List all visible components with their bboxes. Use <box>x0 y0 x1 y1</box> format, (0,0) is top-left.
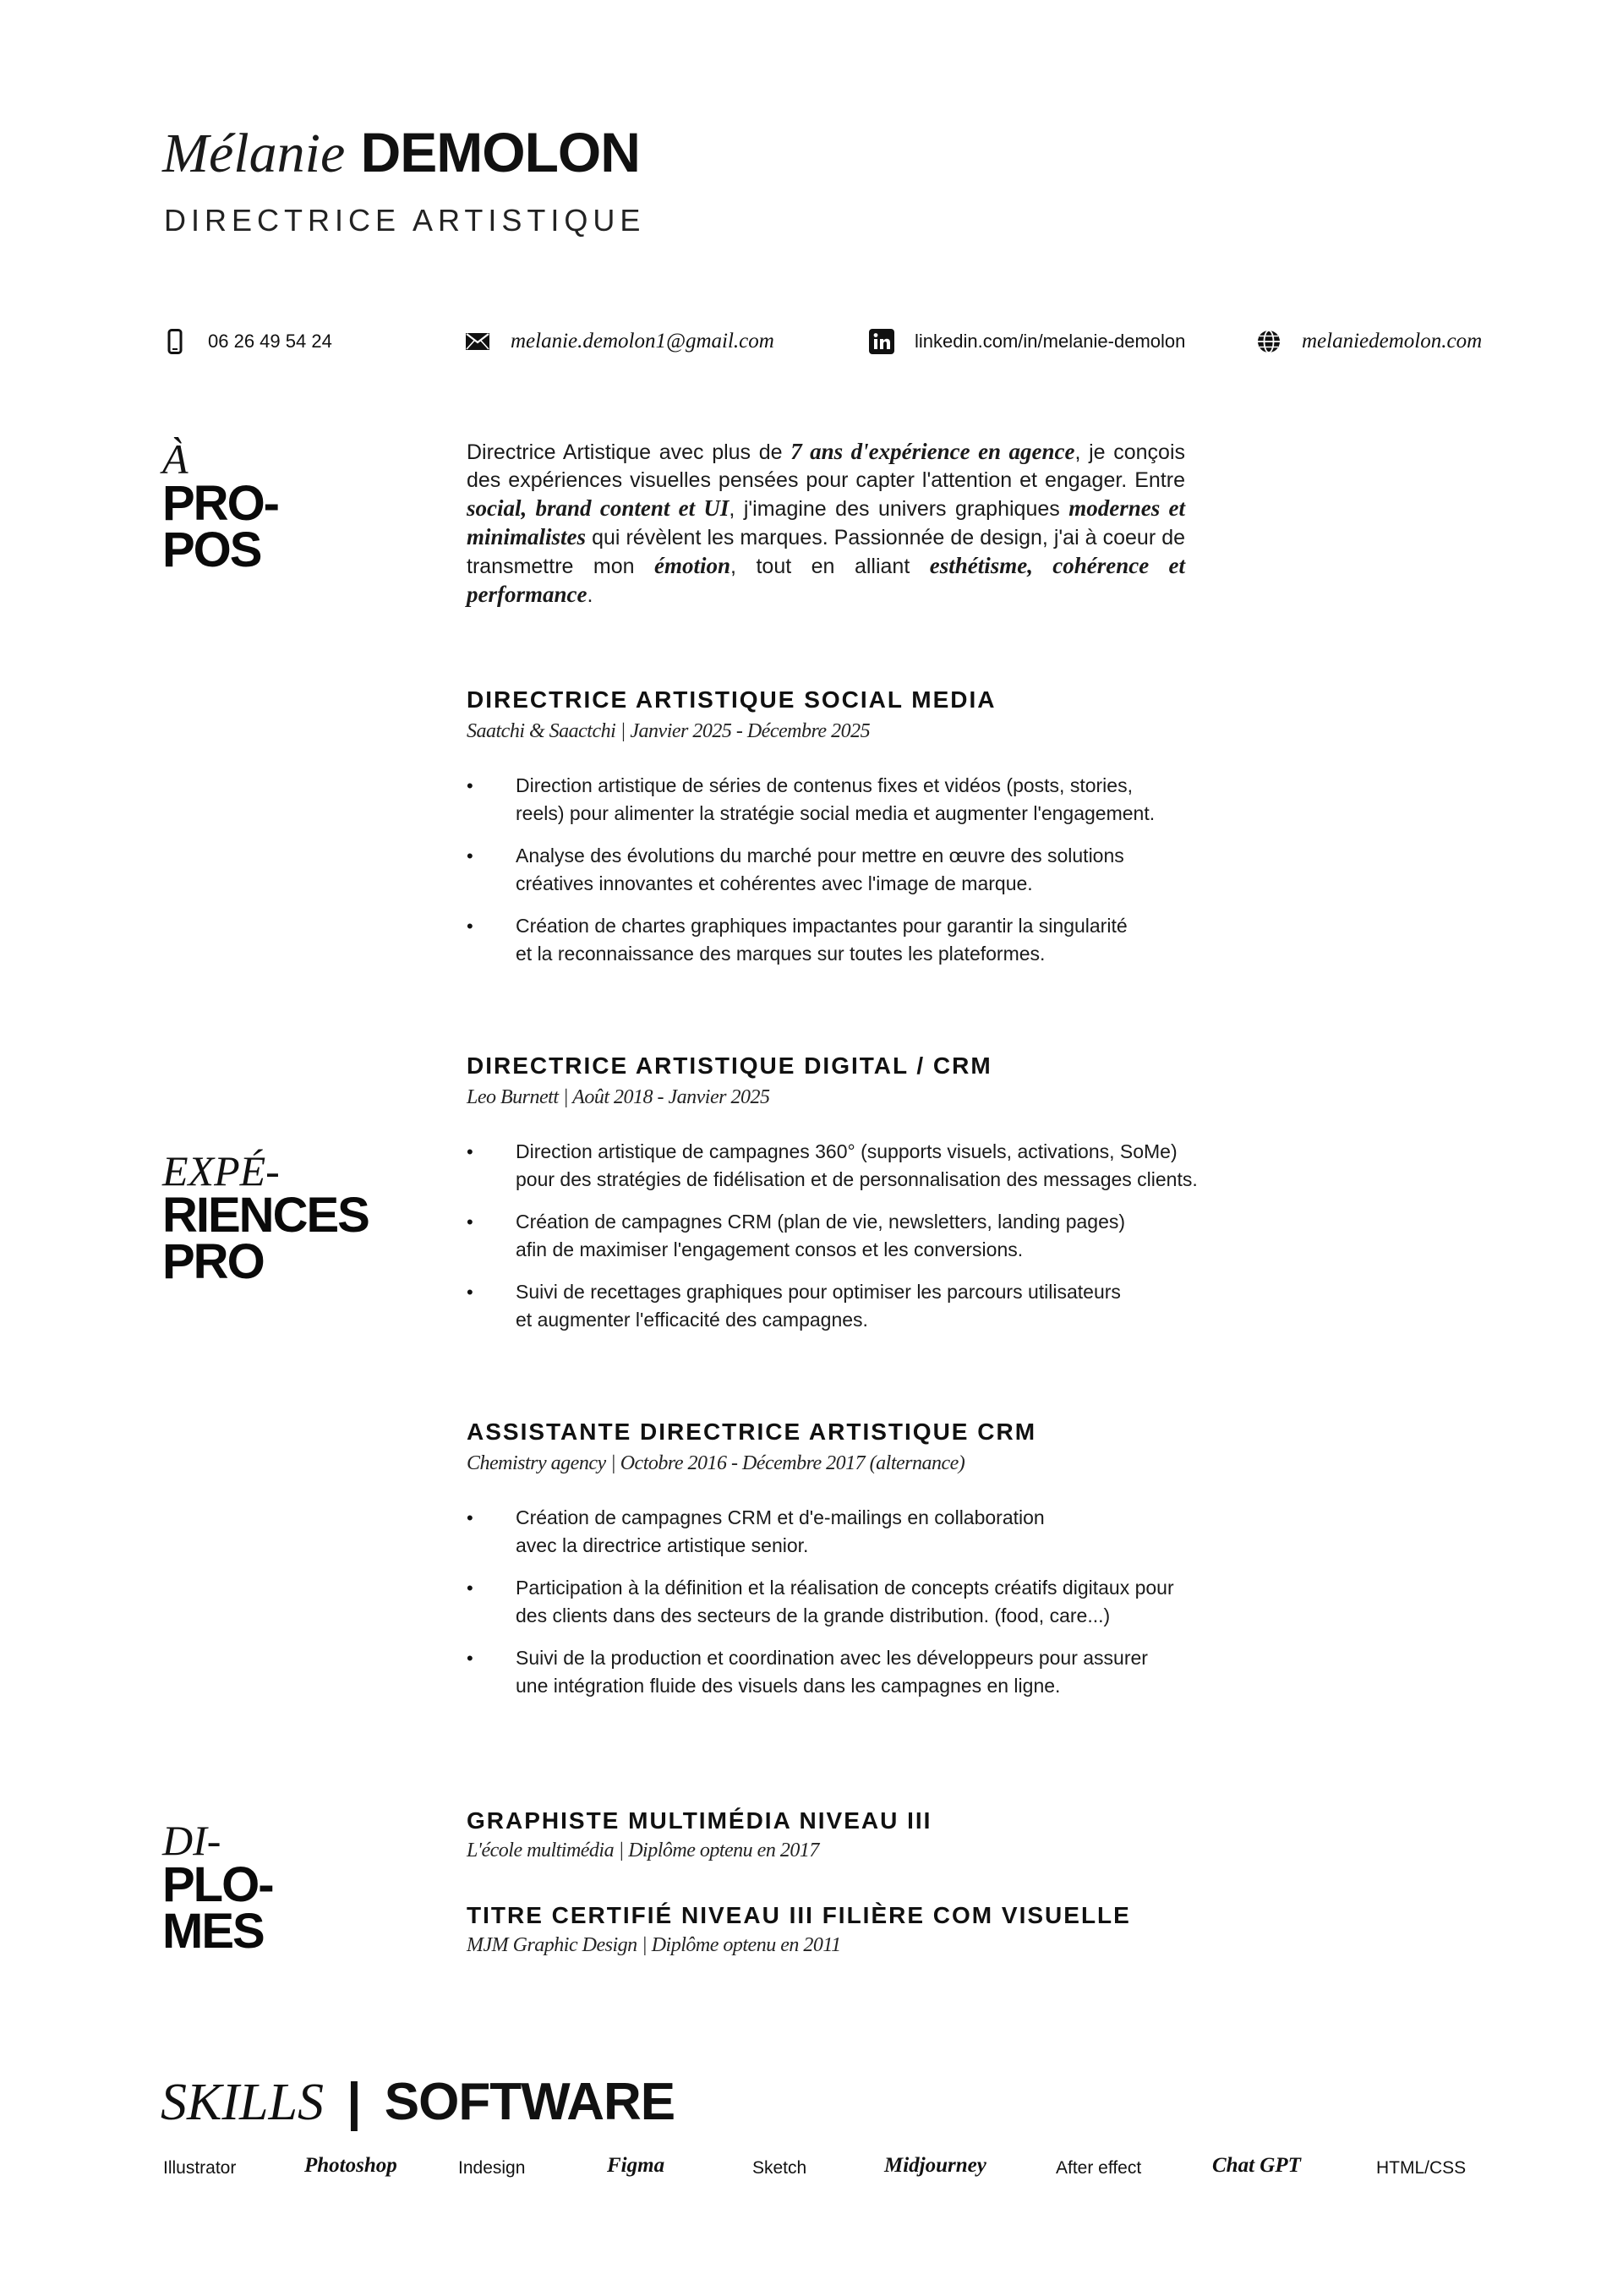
skill-item: Indesign <box>458 2158 526 2178</box>
diplomas-title-line1: PLO- <box>162 1856 273 1912</box>
job-title: DIRECTRICE ARTISTIQUE DIGITAL / CRM <box>467 1052 992 1079</box>
contact-website <box>1256 325 1482 358</box>
job-entry <box>467 1419 1227 1714</box>
skill-item: Illustrator <box>163 2158 237 2178</box>
diplomas-section-title <box>162 1817 273 1959</box>
skill-item: Midjourney <box>884 2154 986 2177</box>
job-bullet: • Création de campagnes CRM (plan de vie, newsletters, landing pages) afin de maximiser l'engagement consos et les conversions. <box>467 1208 1227 1264</box>
about-section-title <box>162 435 278 577</box>
skill-item: Photoshop <box>304 2154 397 2177</box>
skill-item: Sketch <box>752 2158 807 2178</box>
contact-phone <box>162 325 332 358</box>
first-name: Mélanie <box>162 123 346 184</box>
job-entry <box>467 686 1227 982</box>
job-bullet: • Direction artistique de campagnes 360° (supports visuels, activations, SoMe) pour des stratégies de fidélisation et de personnalisation des messages clients. <box>467 1138 1227 1194</box>
diploma-school-year: MJM Graphic Design | Diplôme optenu en 2011 <box>467 1934 841 1956</box>
website-link[interactable]: melaniedemolon.com <box>1302 330 1483 353</box>
about-title-line1: PRO- <box>162 475 278 531</box>
job-bullets <box>467 1504 1227 1700</box>
email-link[interactable]: melanie.demolon1@gmail.com <box>511 330 774 353</box>
job-bullets <box>467 1138 1227 1334</box>
about-text-part: , je conçois des expériences visuelles pensées pour capter l'attention et engager. Entre <box>467 440 1186 492</box>
skills-title-lead: SKILLS <box>161 2074 324 2131</box>
about-highlight: émotion <box>654 553 731 578</box>
job-bullets <box>467 772 1227 968</box>
job-bullet: • Participation à la définition et la réalisation de concepts créatifs digitaux pour des clients dans des secteurs de la grande distribution. (food, care...) <box>467 1574 1227 1630</box>
skills-title-separator: | <box>347 2073 362 2131</box>
diploma-entry <box>467 1807 932 1862</box>
about-text-part: . <box>587 583 593 607</box>
job-title: DIRECTRICE ARTISTIQUE <box>164 203 646 238</box>
skill-item: Chat GPT <box>1212 2154 1301 2177</box>
candidate-name <box>162 117 640 189</box>
job-bullet: • Suivi de recettages graphiques pour optimiser les parcours utilisateurs et augmenter l'efficacité des campagnes. <box>467 1278 1227 1334</box>
job-title: ASSISTANTE DIRECTRICE ARTISTIQUE CRM <box>467 1419 1037 1445</box>
phone-number: 06 26 49 54 24 <box>208 331 332 352</box>
contact-linkedin <box>869 325 1185 358</box>
globe-icon <box>1256 329 1281 354</box>
linkedin-icon <box>869 329 894 354</box>
job-entry <box>467 1052 1227 1348</box>
job-company-dates: Leo Burnett | Août 2018 - Janvier 2025 <box>467 1086 770 1108</box>
job-bullet: • Suivi de la production et coordination avec les développeurs pour assurer une intégration fluide des visuels dans les campagnes en ligne. <box>467 1644 1227 1700</box>
skill-item: After effect <box>1056 2158 1142 2178</box>
about-title-lead: À <box>162 435 189 483</box>
job-bullet: • Direction artistique de séries de contenus fixes et vidéos (posts, stories, reels) pour alimenter la stratégie social media et augmenter l'engagement. <box>467 772 1227 828</box>
job-bullet: • Création de campagnes CRM et d'e-mailings en collaboration avec la directrice artistique senior. <box>467 1504 1227 1560</box>
diplomas-title-line2: MES <box>162 1903 264 1959</box>
about-text-part: , tout en alliant <box>730 555 930 578</box>
linkedin-url[interactable]: linkedin.com/in/melanie-demolon <box>915 331 1186 352</box>
diploma-title: TITRE CERTIFIÉ NIVEAU III FILIÈRE COM VISUELLE <box>467 1902 1131 1928</box>
diploma-school-year: L'école multimédia | Diplôme optenu en 2017 <box>467 1840 819 1861</box>
about-text-part: qui révèlent les marques. Passionnée de design, j'ai à coeur de transmettre mon <box>467 526 1185 578</box>
diploma-title: GRAPHISTE MULTIMÉDIA NIVEAU III <box>467 1807 932 1834</box>
skill-item: Figma <box>607 2154 665 2177</box>
skills-title-bold: SOFTWARE <box>384 2073 675 2131</box>
job-company-dates: Saatchi & Saactchi | Janvier 2025 - Décembre 2025 <box>467 720 871 742</box>
envelope-icon <box>465 329 490 354</box>
about-title-line2: POS <box>162 522 261 577</box>
job-bullet: • Analyse des évolutions du marché pour mettre en œuvre des solutions créatives innovantes et cohérentes avec l'image de marque. <box>467 842 1227 898</box>
experience-title-line2: PRO <box>162 1233 264 1289</box>
about-highlight: modernes et minimalistes <box>467 495 1186 549</box>
contact-email <box>465 325 774 358</box>
last-name: DEMOLON <box>360 121 640 183</box>
about-highlight: social, brand content et UI <box>467 495 730 521</box>
skills-section-title <box>161 2073 675 2132</box>
about-highlight: 7 ans d'expérience en agence <box>790 439 1075 464</box>
about-text-part: Directrice Artistique avec plus de <box>467 440 791 464</box>
experience-section-title <box>162 1147 369 1289</box>
job-title: DIRECTRICE ARTISTIQUE SOCIAL MEDIA <box>467 686 997 713</box>
about-highlight: esthétisme, cohérence et performance <box>467 553 1186 607</box>
job-bullet: • Création de chartes graphiques impactantes pour garantir la singularité et la reconnaissance des marques sur toutes les plateformes. <box>467 912 1227 968</box>
diploma-entry <box>467 1902 1131 1957</box>
experience-title-line1: RIENCES <box>162 1187 369 1243</box>
diplomas-title-lead: DI- <box>162 1817 221 1864</box>
job-company-dates: Chemistry agency | Octobre 2016 - Décembre 2017 (alternance) <box>467 1452 965 1474</box>
phone-icon <box>162 329 188 354</box>
experience-title-lead: EXPÉ- <box>162 1147 280 1194</box>
skill-item: HTML/CSS <box>1376 2158 1467 2178</box>
about-text-part: , j'imagine des univers graphiques <box>729 497 1069 521</box>
about-text <box>467 438 1185 610</box>
